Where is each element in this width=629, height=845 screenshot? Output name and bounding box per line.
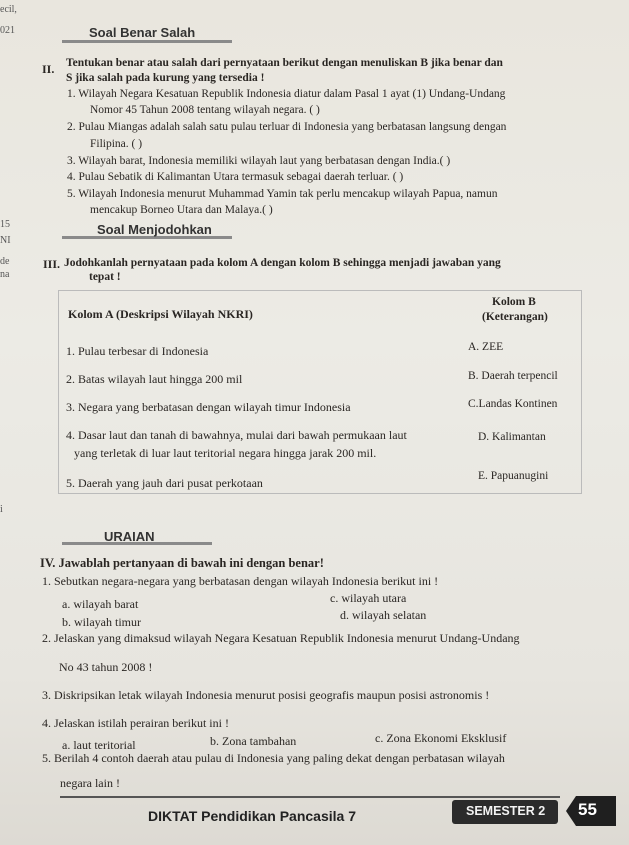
semester-label: SEMESTER 2 [466, 804, 546, 818]
instruction: tepat ! [89, 271, 121, 283]
table-cell: 1. Pulau terbesar di Indonesia [66, 344, 209, 358]
margin-text: NI [0, 235, 11, 246]
list-item: 1. Wilayah Negara Kesatuan Republik Indonesia diatur dalam Pasal 1 ayat (1) Undang-Undang [67, 88, 506, 100]
list-item: 5. Wilayah Indonesia menurut Muhammad Yamin tak perlu mencakup wilayah Papua, namun [67, 188, 498, 200]
question: 3. Diskripsikan letak wilayah Indonesia menurut posisi geografis maupun posisi astronomis ! [42, 688, 490, 702]
table-cell: 2. Batas wilayah laut hingga 200 mil [66, 372, 243, 386]
question: No 43 tahun 2008 ! [59, 660, 153, 674]
table-cell: B. Daerah terpencil [468, 370, 558, 382]
list-item: 2. Pulau Miangas adalah salah satu pulau terluar di Indonesia yang berbatasan langsung dengan [67, 121, 507, 133]
table-cell: A. ZEE [468, 341, 504, 353]
footer-rule [60, 796, 560, 798]
option: a. laut teritorial [62, 738, 136, 752]
section-header: Soal Benar Salah [89, 25, 196, 40]
question: negara lain ! [60, 776, 120, 790]
option: c. Zona Ekonomi Eksklusif [375, 731, 507, 745]
table-cell: yang terletak di luar laut teritorial negara hingga jarak 200 mil. [74, 446, 377, 460]
table-cell: 4. Dasar laut dan tanah di bawahnya, mulai dari bawah permukaan laut [66, 428, 407, 442]
question: 2. Jelaskan yang dimaksud wilayah Negara Kesatuan Republik Indonesia menurut Undang-Undang [42, 631, 520, 645]
section-header-bar [62, 40, 232, 43]
section-number: II. [42, 62, 55, 76]
margin-text: de [0, 256, 10, 267]
column-header: (Keterangan) [482, 311, 548, 323]
option: d. wilayah selatan [340, 608, 427, 622]
instruction: Tentukan benar atau salah dari pernyataan berikut dengan menuliskan B jika benar dan [66, 57, 503, 69]
instruction: S jika salah pada kurung yang tersedia ! [66, 72, 265, 84]
option: b. wilayah timur [62, 615, 141, 629]
column-header: Kolom B [492, 296, 536, 308]
list-item: 4. Pulau Sebatik di Kalimantan Utara termasuk sebagai daerah terluar. ( ) [67, 171, 404, 183]
margin-text: 021 [0, 25, 15, 36]
question: 4. Jelaskan istilah perairan berikut ini ! [42, 716, 229, 730]
page-footer [0, 796, 629, 845]
question: 5. Berilah 4 contoh daerah atau pulau di Indonesia yang paling dekat dengan perbatasan wilayah [42, 751, 505, 765]
table-cell: D. Kalimantan [478, 431, 546, 443]
question: 1. Sebutkan negara-negara yang berbatasan dengan wilayah Indonesia berikut ini ! [42, 574, 439, 588]
page-number: 55 [578, 800, 597, 819]
option: a. wilayah barat [62, 597, 139, 611]
table-cell: E. Papuanugini [478, 470, 549, 482]
table-cell: 5. Daerah yang jauh dari pusat perkotaan [66, 476, 263, 490]
instruction: Jodohkanlah pernyataan pada kolom A dengan kolom B sehingga menjadi jawaban yang [64, 257, 501, 269]
margin-text: na [0, 269, 10, 280]
option: b. Zona tambahan [210, 734, 297, 748]
column-header: Kolom A (Deskripsi Wilayah NKRI) [68, 307, 253, 321]
footer-title: DIKTAT Pendidikan Pancasila 7 [148, 808, 356, 824]
list-item: Nomor 45 Tahun 2008 tentang wilayah negara. ( ) [90, 104, 320, 116]
section-title: IV. Jawablah pertanyaan di bawah ini dengan benar! [40, 556, 324, 570]
section-header: URAIAN [104, 529, 155, 544]
section-number: III. [43, 257, 61, 271]
margin-text: ecil, [0, 4, 17, 15]
option: c. wilayah utara [330, 591, 407, 605]
section-header: Soal Menjodohkan [97, 222, 212, 237]
list-item: Filipina. ( ) [90, 138, 143, 150]
list-item: mencakup Borneo Utara dan Malaya.( ) [90, 204, 273, 216]
table-cell: 3. Negara yang berbatasan dengan wilayah timur Indonesia [66, 400, 351, 414]
margin-text: i [0, 504, 3, 515]
table-cell: C.Landas Kontinen [468, 398, 558, 410]
list-item: 3. Wilayah barat, Indonesia memiliki wilayah laut yang berbatasan dengan India.( ) [67, 155, 451, 167]
margin-text: 15 [0, 219, 10, 230]
